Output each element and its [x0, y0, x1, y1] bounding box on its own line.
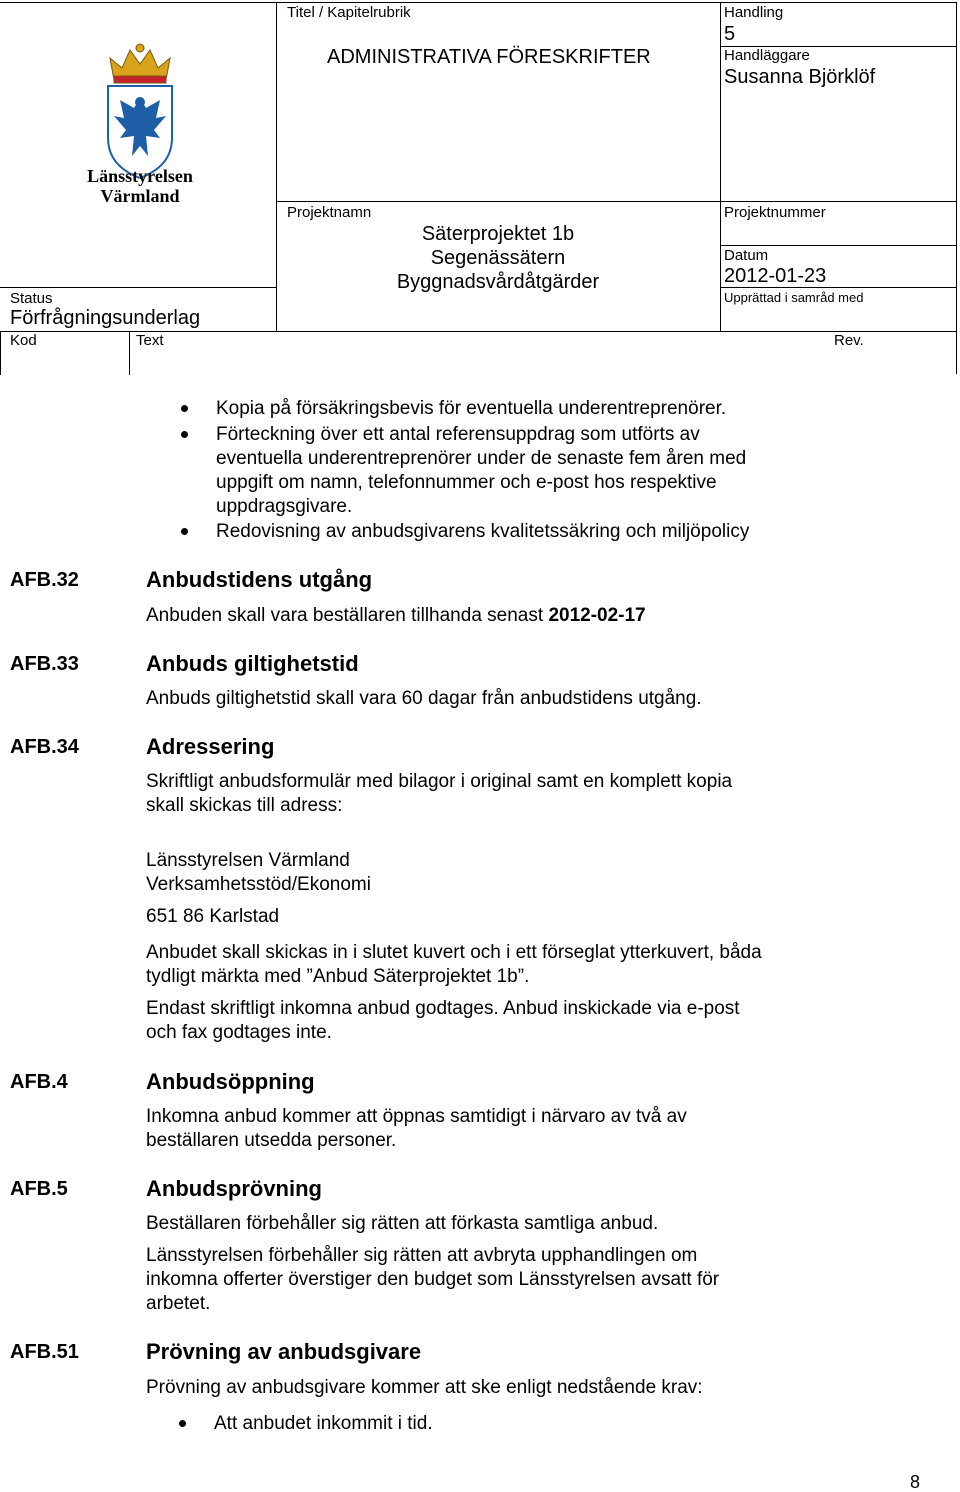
section-text: Länsstyrelsen förbehåller sig rätten att avbryta upphandlingen om — [146, 1245, 698, 1266]
section-heading: Anbudsprövning — [146, 1176, 322, 1201]
handling-value: 5 — [724, 23, 736, 45]
kod-label: Kod — [10, 332, 37, 349]
handling-label: Handling — [724, 4, 784, 21]
projektnamn-line: Säterprojektet 1b — [421, 223, 575, 245]
header-divider — [129, 331, 130, 375]
section-text: Skriftligt anbudsformulär med bilagor i original samt en komplett kopia — [146, 771, 733, 792]
section-text: Anbudet skall skickas in i slutet kuvert och i ett förseglat ytterkuvert, båda — [146, 942, 762, 963]
status-value: Förfrågningsunderlag — [10, 307, 201, 329]
section-text: Endast skriftligt inkomna anbud godtages. Anbud inskickade via e-post — [146, 998, 740, 1019]
section-text: Prövning av anbudsgivare kommer att ske enligt nedstående krav: — [146, 1377, 703, 1398]
bullet-dot — [179, 1420, 186, 1427]
header-divider — [720, 245, 956, 246]
header-top-line — [0, 2, 956, 3]
header-divider — [276, 201, 956, 202]
projektnummer-label: Projektnummer — [724, 204, 826, 221]
section-heading: Adressering — [146, 734, 275, 759]
address-line: 651 86 Karlstad — [146, 906, 280, 927]
section-text — [146, 604, 646, 628]
rev-label: Rev. — [834, 332, 864, 349]
page-number: 8 — [910, 1472, 921, 1492]
document-title: ADMINISTRATIVA FÖRESKRIFTER — [327, 46, 651, 68]
section-heading: Anbudstidens utgång — [146, 567, 373, 592]
section-heading: Prövning av anbudsgivare — [146, 1339, 422, 1364]
projektnamn-line: Byggnadsvårdåtgärder — [396, 271, 600, 293]
section-text: Beställaren förbehåller sig rätten att förkasta samtliga anbud. — [146, 1213, 659, 1234]
section-code: AFB.34 — [10, 736, 79, 758]
header-divider — [276, 2, 277, 332]
upprattad-label: Upprättad i samråd med — [724, 290, 864, 305]
text-label: Text — [136, 332, 164, 349]
header-divider — [956, 2, 957, 374]
lansstyrelsen-logo — [80, 38, 200, 208]
logo-text-line1: Länsstyrelsen — [87, 166, 193, 186]
section-heading: Anbuds giltighetstid — [146, 651, 359, 676]
section-code: AFB.33 — [10, 653, 79, 675]
section-text: inkomna offerter överstiger den budget som Länsstyrelsen avsatt för — [146, 1269, 720, 1290]
list-item: Kopia på försäkringsbevis för eventuella underentreprenörer. — [216, 398, 727, 419]
list-item-cont: uppdragsgivare. — [216, 496, 353, 517]
datum-value: 2012-01-23 — [724, 265, 827, 287]
list-item: Att anbudet inkommit i tid. — [214, 1413, 433, 1434]
list-item-cont: uppgift om namn, telefonnummer och e-post hos respektive — [216, 472, 717, 493]
list-item: Redovisning av anbudsgivarens kvalitetssäkring och miljöpolicy — [216, 521, 750, 542]
list-item-cont: eventuella underentreprenörer under de senaste fem åren med — [216, 448, 747, 469]
section-text: Inkomna anbud kommer att öppnas samtidigt i närvaro av två av — [146, 1106, 687, 1127]
address-line: Länsstyrelsen Värmland — [146, 850, 350, 871]
bullet-dot — [181, 431, 188, 438]
section-text: och fax godtages inte. — [146, 1022, 332, 1043]
projektnamn-label: Projektnamn — [287, 204, 372, 221]
section-code: AFB.4 — [10, 1071, 68, 1093]
section-text: arbetet. — [146, 1293, 211, 1314]
deadline-text: Anbuden skall vara beställaren tillhanda senast — [146, 605, 549, 626]
handlaggare-value: Susanna Björklöf — [724, 66, 876, 88]
bullet-dot — [181, 405, 188, 412]
logo-text-line2: Värmland — [100, 186, 180, 206]
header-divider — [0, 287, 276, 288]
deadline-date: 2012-02-17 — [548, 605, 646, 626]
datum-label: Datum — [724, 247, 769, 264]
address-line: Verksamhetsstöd/Ekonomi — [146, 874, 371, 895]
section-text: Anbuds giltighetstid skall vara 60 dagar från anbudstidens utgång. — [146, 688, 702, 709]
section-code: AFB.51 — [10, 1341, 79, 1363]
header-divider — [720, 2, 721, 332]
handlaggare-label: Handläggare — [724, 47, 810, 64]
section-code: AFB.5 — [10, 1178, 68, 1200]
title-label: Titel / Kapitelrubrik — [287, 4, 411, 21]
projektnamn-line: Segenässätern — [430, 247, 566, 269]
section-text: skall skickas till adress: — [146, 795, 343, 816]
section-code: AFB.32 — [10, 569, 79, 591]
section-text: beställaren utsedda personer. — [146, 1130, 397, 1151]
list-item: Förteckning över ett antal referensuppdrag som utförts av — [216, 424, 700, 445]
status-label: Status — [10, 290, 53, 307]
section-heading: Anbudsöppning — [146, 1069, 315, 1094]
section-text: tydligt märkta med ”Anbud Säterprojektet 1b”. — [146, 966, 530, 987]
header-divider — [0, 331, 1, 375]
bullet-dot — [181, 528, 188, 535]
